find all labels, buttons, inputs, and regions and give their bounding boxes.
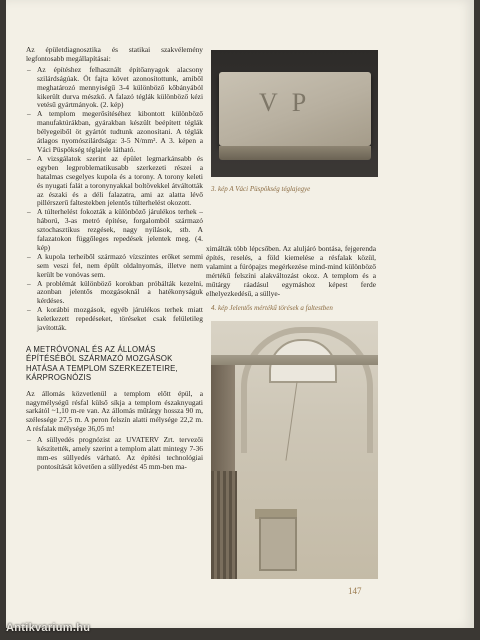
photo1-caption: 3. kép A Váci Püspökség téglajegye	[211, 185, 311, 193]
photo2-caption: 4. kép Jelentős mértékű törések a faltestben	[211, 304, 333, 312]
brick-side-shadow	[219, 146, 371, 160]
page-number: 147	[348, 586, 362, 596]
lead-paragraph: Az épületdiagnosztika és statikai szakvélemény legfontosabb megállapításai:	[26, 45, 203, 63]
list-item: – A kupola terheiből származó vízszintes erőket semmi sem veszi fel, nem épült oldalnyomás, illetve nem került be vonóvas sem.	[26, 253, 203, 280]
organ-pipes	[211, 471, 237, 579]
list-item: – Az építéshez felhasznált építőanyagok alacsony szilárdságúak. Öt fajta követ azonosítottunk, amiből meghatározó mennyiségű 3-4 különböző kőbányából kikerült durva mészkő. A falazó téglák különböző kézi vetésű gyártmányok. (2. kép)	[26, 66, 203, 111]
list-item: – A süllyedés prognózist az UVATERV Zrt. tervezői készítették, amely szerint a templom alatt mintegy 7-36 mm-es süllyedés várható. Az építési technológiai pontosítását követően a süllyedést 45 mm-ben ma-	[26, 436, 203, 472]
list-item: – A templom megerősítéséhez kibontott különböző manufaktúrákban, gyárakban készült beépített téglák bélyegeiből öt gyártót tudtunk azonosítani. A téglák átlagos nyomószilárdsága: 3-5 N/mm². A 3. képen a Váci Püspökség téglajele látható.	[26, 110, 203, 155]
list-item: – A vizsgálatok szerint az épület legmarkánsabb és egyben legproblematikusabb szerkezeti részei a hatalmas csegelyes kupola és a torony. A torony keleti és nyugati falát a toronynyakkal boltövekkel átváltották az északi és a déli falazatra, ami az alatta lévő pillérszerű faltestekben jelentős túlterhelést okozott.	[26, 155, 203, 208]
list-item: – A túlterhelést fokozták a különböző járulékos terhek – háború, 3-as metró építése, forgalomból származó sztochasztikus rezgések, nagy nyílások, stb. A falazatokon függőleges repedések jelentek meg. (4. kép)	[26, 208, 203, 253]
findings-list	[26, 66, 203, 333]
section-heading: A METRÓVONAL ÉS AZ ÁLLOMÁS ÉPÍTÉSÉBŐL SZÁRMAZÓ MOZGÁSOK HATÁSA A TEMPLOM SZERKEZETEIRE, KÁRPROGNÓZIS	[26, 345, 178, 383]
left-column	[26, 46, 203, 472]
cornice-band	[211, 355, 378, 365]
section-paragraph: Az állomás közvetlenül a templom előtt épül, a nagymélységű résfal külső síkja a templom északnyugati sarkától ~1,10 m-re van. Az állomás műtárgy hossza 90 m, szélessége 27,5 m. A peron felszín alatti mélysége 22,2 m. A résfalak mélysége 36,05 m!	[26, 388, 203, 434]
prognosis-list	[26, 436, 203, 472]
church-interior-photo	[211, 321, 378, 579]
brick-image	[219, 72, 371, 146]
watermark-logo: Antikvarium.hu	[6, 622, 91, 634]
list-item: – A problémát különböző korokban próbálták kezelni, azonban jelentős mozgásoknál a hatékonyságuk kérdéses.	[26, 280, 203, 307]
altar-shape	[259, 517, 297, 571]
brick-photo	[211, 50, 378, 177]
right-paragraph: ximálták több lépcsőben. Az aluljáró bontása, fejgerenda építés, reselés, a föld kiemelése a résfalak közül, valamint a fúrópajzs megérkezése mind-mind különböző mértékű felszíni alakváltozást okoz. A templom és a műtárgy ráadásul egymáshoz képest ferde elhelyezkedésű, a süllye-	[206, 244, 376, 298]
list-item: – A korábbi mozgások, egyéb járulékos terhek miatt keletkezett repedéseket, töréseket csak felületileg javították.	[26, 306, 203, 333]
right-column	[206, 245, 376, 300]
brick-stamp-mark: V P	[259, 88, 311, 117]
